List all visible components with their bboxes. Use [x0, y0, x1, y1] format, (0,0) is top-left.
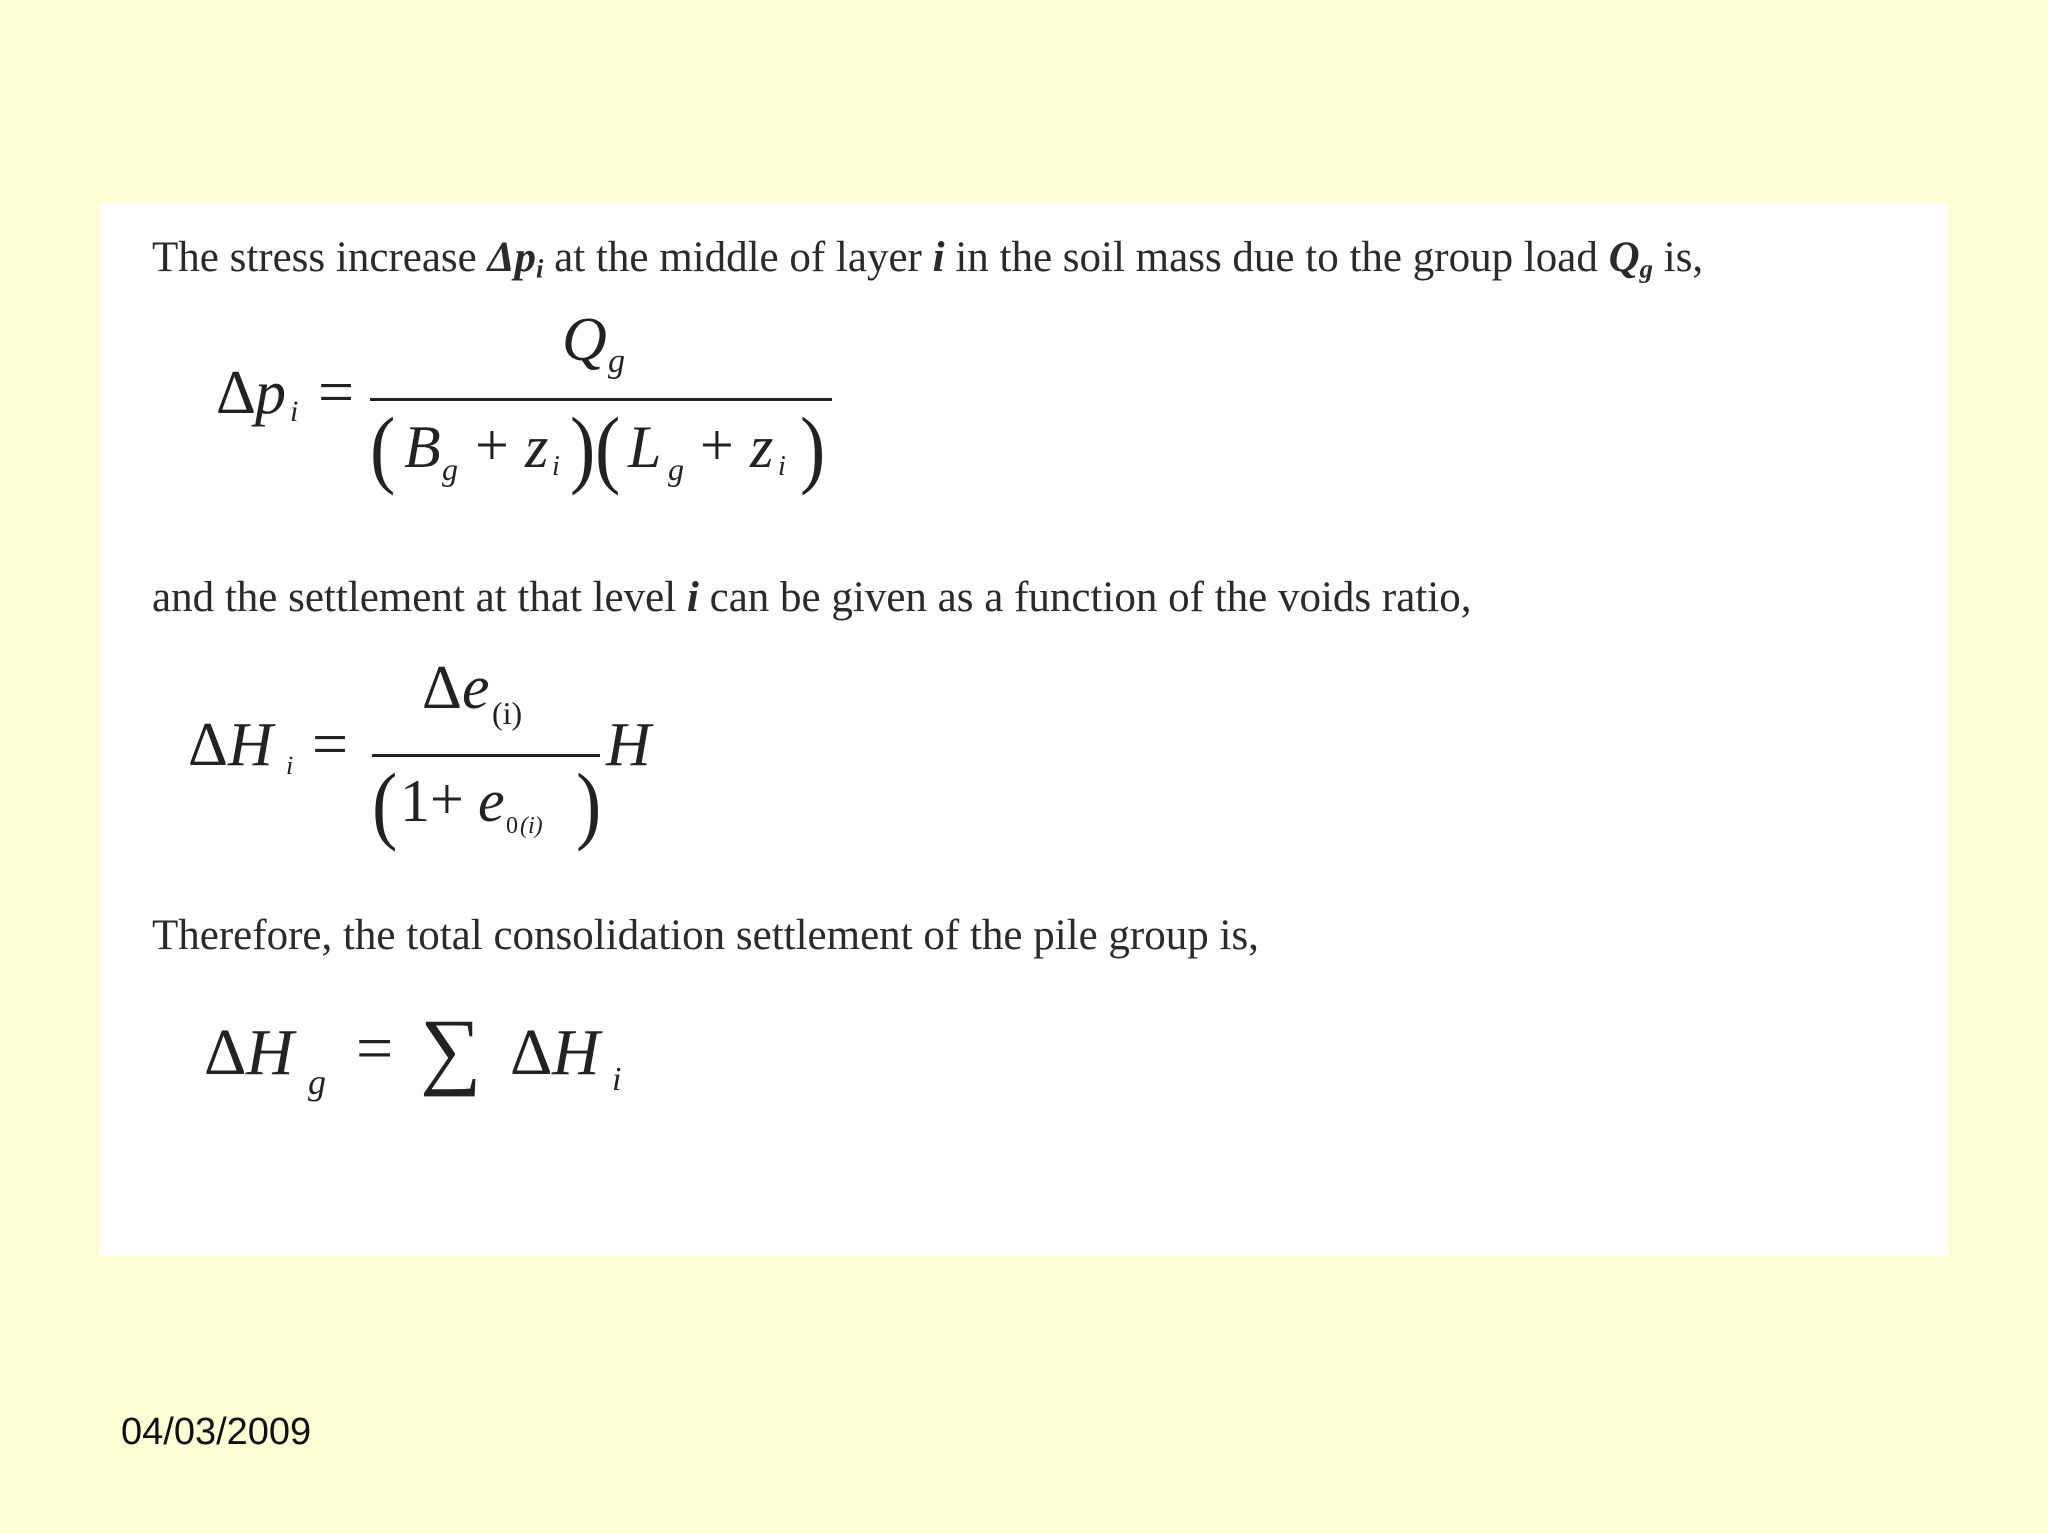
eq2-den-sub-i: (i): [520, 813, 543, 839]
eq1-den-z2: z: [750, 414, 774, 480]
eq1-den-b: B: [404, 414, 441, 480]
content-panel: [100, 203, 1948, 1256]
eq3-rhs-h-sub: i: [612, 1061, 622, 1098]
eq2-h-sub: i: [286, 751, 294, 780]
eq3-equals: =: [356, 1012, 394, 1085]
eq1-num-q-sub: g: [608, 343, 625, 380]
eq2-delta: Δ: [188, 711, 228, 779]
eq1-den-l-sub: g: [668, 451, 684, 487]
eq3-delta: Δ: [204, 1016, 247, 1089]
eq1-lparen-1: (: [370, 400, 396, 497]
variable-q: Q: [1608, 234, 1640, 281]
eq1-plus-2: +: [700, 412, 734, 478]
eq1-delta: Δ: [216, 359, 256, 427]
equation-total-settlement: [100, 203, 1000, 1103]
eq1-den-l: L: [628, 414, 662, 480]
eq2-num-sub: (i): [492, 695, 523, 731]
eq2-num-delta: Δ: [422, 654, 462, 722]
eq3-sum-icon: ∑: [420, 1001, 482, 1097]
subscript-i: i: [535, 253, 544, 284]
delta-symbol: Δ: [487, 234, 515, 281]
eq1-p: p: [255, 359, 286, 427]
eq3-h-sub: g: [308, 1062, 326, 1102]
eq1-lparen-2: (: [595, 400, 621, 497]
eq1-rparen-2: ): [800, 400, 826, 497]
eq2-lparen: (: [372, 756, 398, 853]
eq3-rhs-delta: Δ: [510, 1016, 553, 1089]
eq2-den-plus: +: [430, 766, 464, 832]
eq1-p-sub: i: [290, 395, 299, 428]
eq3-rhs-h: H: [552, 1016, 600, 1089]
variable-i: i: [932, 234, 945, 281]
eq1-rparen-1: ): [570, 400, 596, 497]
variable-p: p: [514, 234, 536, 281]
eq2-den-e: e: [478, 768, 505, 834]
eq1-num-q: Q: [562, 306, 607, 374]
text: at the middle of layer: [543, 234, 933, 281]
eq2-den-sub-0: 0: [506, 813, 518, 839]
eq1-den-z1-sub: i: [552, 451, 560, 482]
footer-date: 04/03/2009: [121, 1411, 312, 1453]
eq1-plus-1: +: [475, 412, 509, 478]
eq2-num-e: e: [462, 654, 490, 722]
eq2-factor-h: H: [606, 711, 651, 779]
eq2-rparen: ): [576, 756, 602, 853]
eq1-den-z1: z: [525, 414, 549, 480]
text: is,: [1653, 234, 1704, 281]
subscript-g: g: [1639, 253, 1653, 284]
eq1-den-z2-sub: i: [778, 451, 786, 482]
eq3-h: H: [246, 1016, 294, 1089]
eq1-den-b-sub: g: [442, 451, 458, 487]
text: The stress increase: [152, 234, 488, 281]
eq1-equals: =: [318, 356, 355, 427]
eq2-den-one: 1: [400, 768, 430, 834]
text: in the soil mass due to the group load: [944, 234, 1609, 281]
text: and the settlement at that level: [152, 574, 687, 621]
variable-i: i: [686, 574, 699, 621]
eq2-equals: =: [312, 708, 349, 779]
eq2-h: H: [228, 711, 273, 779]
text: Therefore, the total consolidation settlement of the pile group is,: [152, 912, 1259, 959]
text: can be given as a function of the voids ratio,: [698, 574, 1472, 621]
